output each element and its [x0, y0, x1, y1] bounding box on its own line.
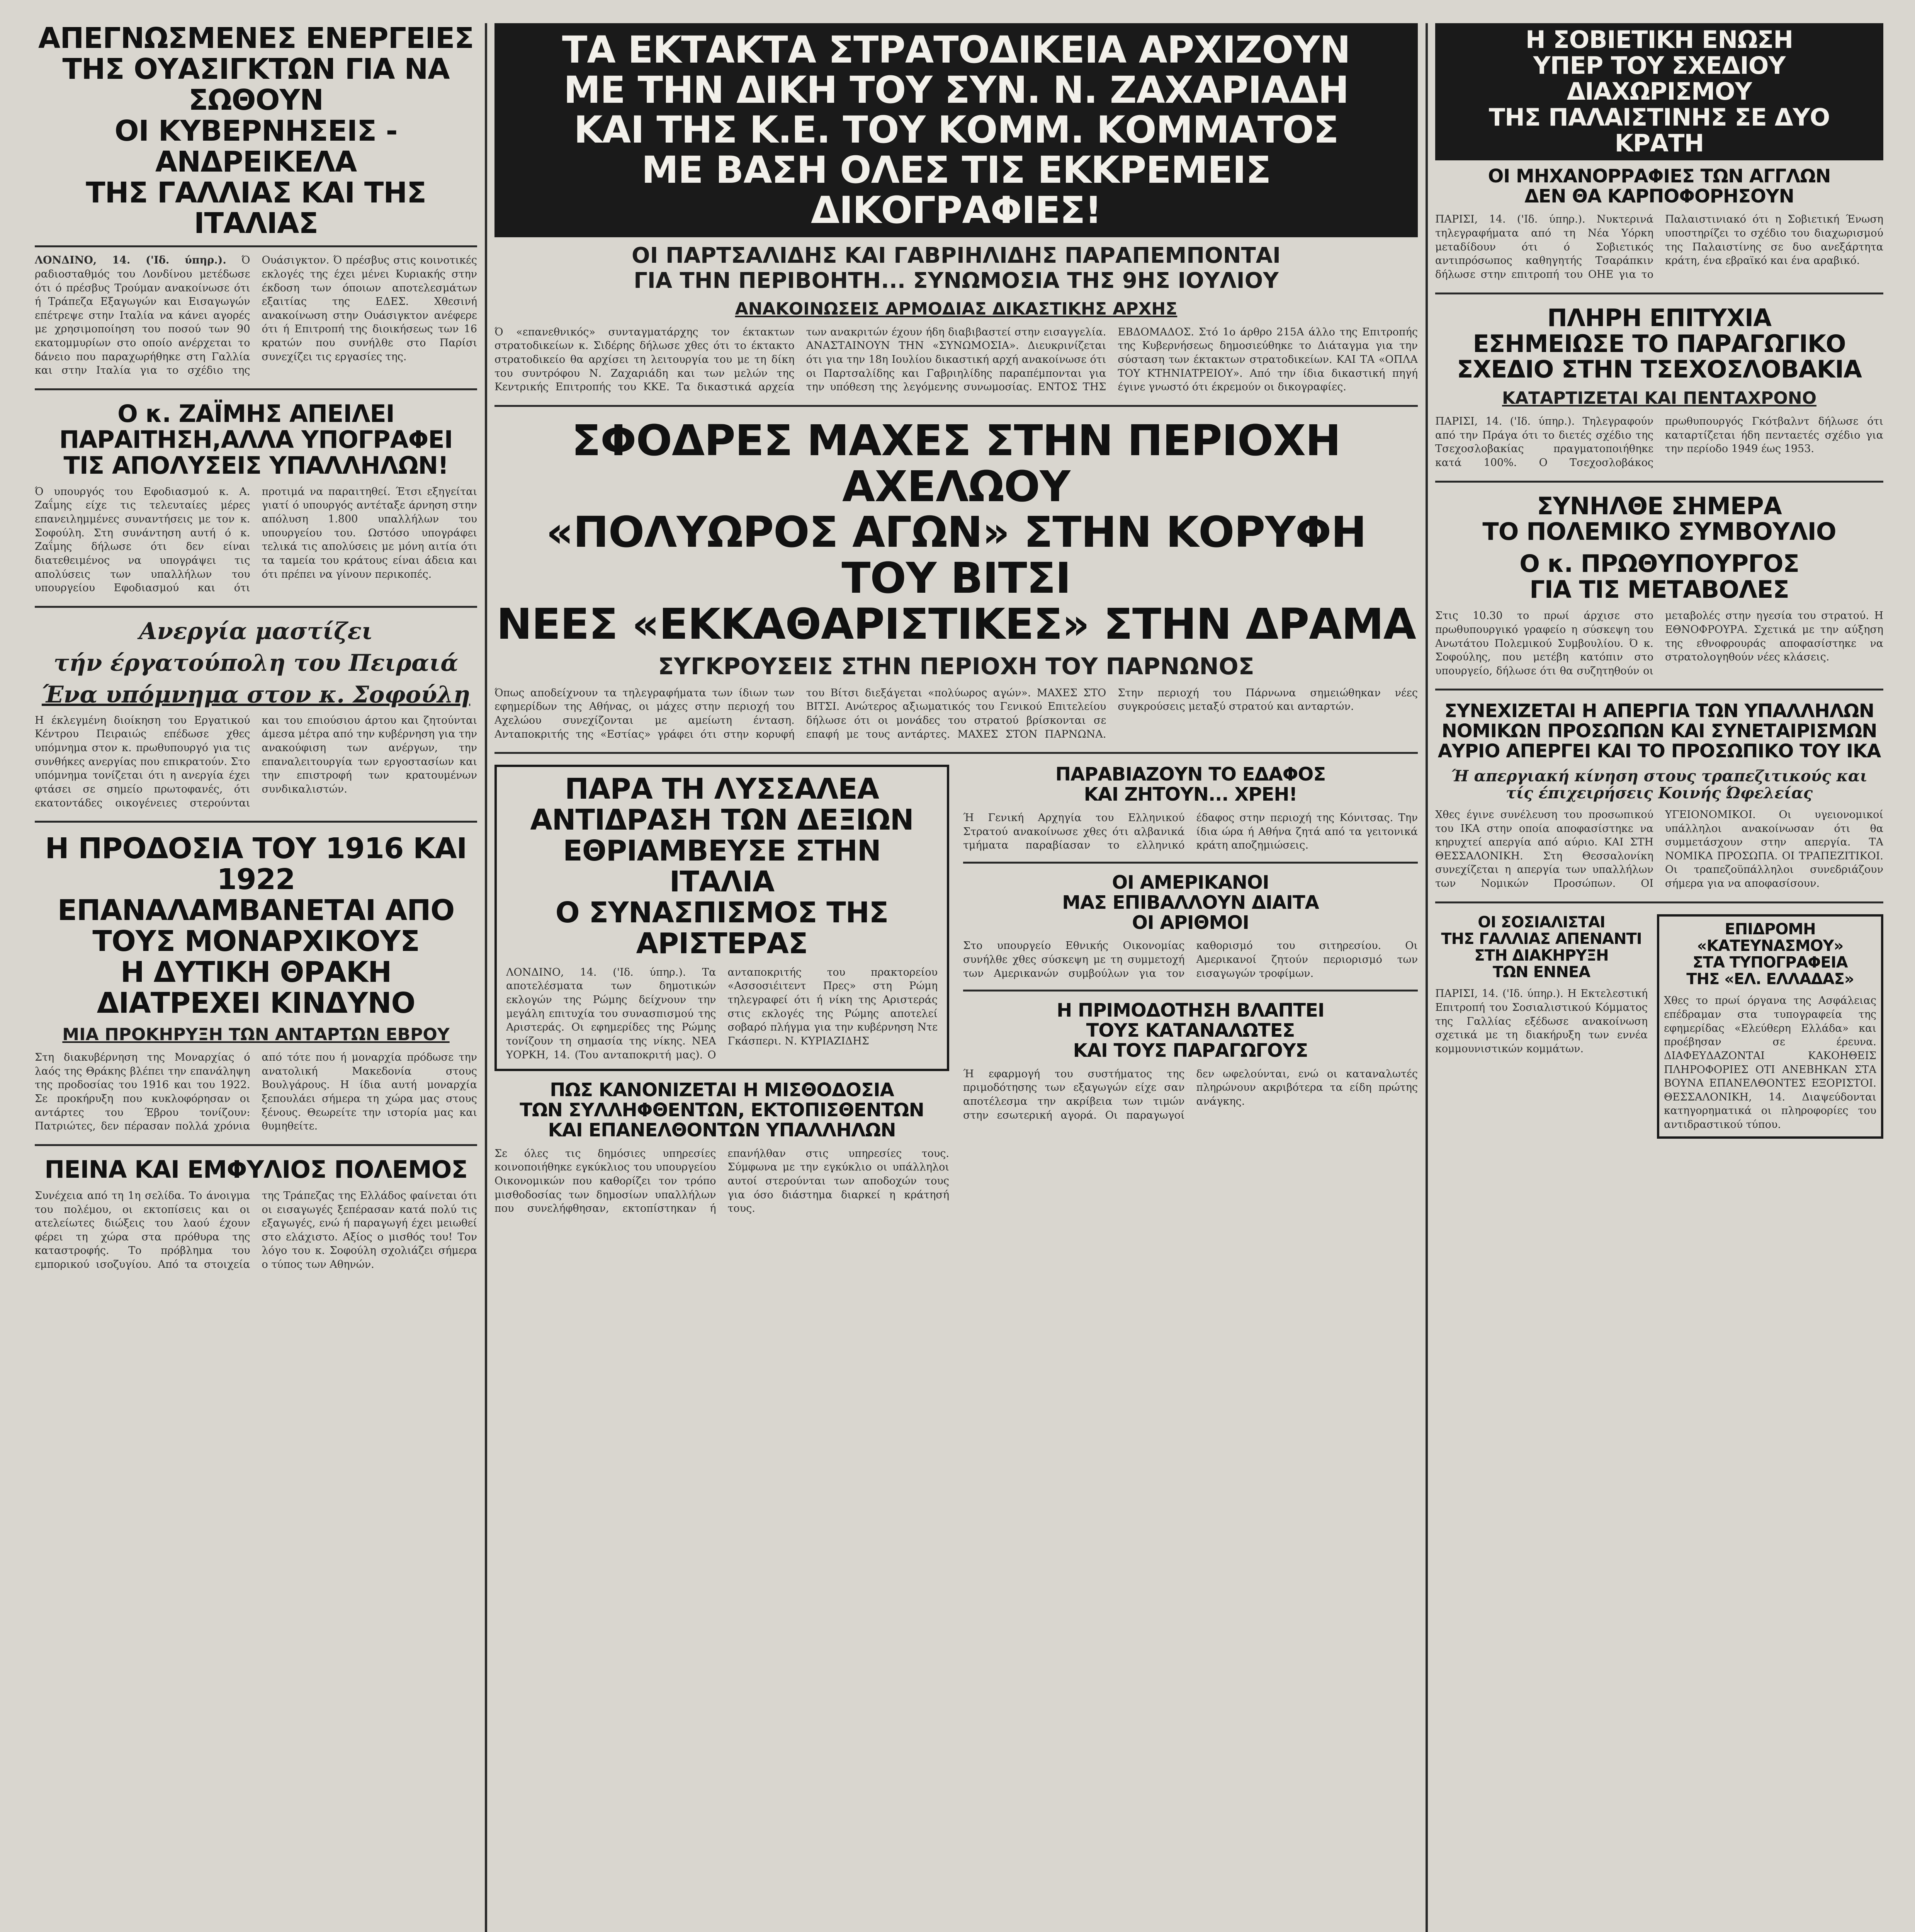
- story-thrace: [35, 833, 477, 1133]
- headline-banner: [1435, 23, 1883, 160]
- headline: ΠΑΡΑΒΙΑΖΟΥΝ ΤΟ ΕΔΑΦΟΣ ΚΑΙ ΖΗΤΟΥΝ... ΧΡΕΗ!: [1055, 764, 1326, 806]
- article-body: Συνέχεια από τη 1η σελίδα. Το άνοιγμα του πολέμου, οι εκτοπίσεις και οι ατελείωτες διώξεις του λαού έχουν φέρει τη χώρα στα πρόθυρα της καταστροφής. Το πρόβλημα του εμπορικού ισοζυγίου. Από τα στοιχεία της Τράπεζας της Ελλάδος φαίνεται ότι οι εισαγωγές ξεπέρασαν κατά πολύ τις εξαγωγές, ενώ ή παραγωγή έχει μειωθεί στο ελάχιστο. Αξίος ο μισθός του! Τον λόγο του κ. Σοφούλη σχολιάζει σήμερα ο τύπος των Αθηνών.: [35, 1189, 477, 1271]
- headline: ΟΙ ΣΟΣΙΑΛΙΣΤΑΙ ΤΗΣ ΓΑΛΛΙΑΣ ΑΠΕΝΑΝΤΙ ΣΤΗ ΔΙΑΚΗΡΥΞΗ ΤΩΝ ΕΝΝΕΑ: [1441, 913, 1642, 981]
- divider: [494, 405, 1418, 407]
- lower-right: [963, 765, 1418, 1215]
- article-body: Χθες το πρωί όργανα της Ασφάλειας επέδραμαν στα τυπογραφεία της εφημερίδας «Ελεύθερη Ελλάδα» και προέβησαν σε έρευνα. ΔΙΑΦΕΥΔΑΖΟΝΤΑΙ ΚΑΚΟΗΘΕΙΣ ΠΛΗΡΟΦΟΡΙΕΣ ΟΤΙ ΑΝΕΒΗΚΑΝ ΣΤΑ ΒΟΥΝΑ ΕΠΑΝΕΛΘΟΝΤΕΣ ΕΞΟΡΙΣΤΟΙ. ΘΕΣΣΑΛΟΝΙΚΗ, 14. Διαψεύδονται κατηγορηματικά οι πληροφορίες του αντιδραστικού τύπου.: [1664, 995, 1876, 1131]
- divider: [1435, 901, 1883, 903]
- article-body: ΠΑΡΙΣΙ, 14. ('Ιδ. ύπηρ.). Η Εκτελεστική Επιτροπή του Σοσιαλιστικού Κόμματος της Γαλλίας εξέδωσε ανακοίνωση σχετικά με τη διακήρυξη των εννέα κομμουνιστικών κομμάτων.: [1435, 988, 1648, 1055]
- headline: Η ΠΡΙΜΟΔΟΤΗΣΗ ΒΛΑΠΤΕΙ ΤΟΥΣ ΚΑΤΑΝΑΛΩΤΕΣ ΚΑΙ ΤΟΥΣ ΠΑΡΑΓΩΓΟΥΣ: [1057, 1000, 1324, 1061]
- story-battles: [494, 415, 1418, 741]
- divider: [35, 388, 477, 390]
- article-body: Η έκλεγμένη διοίκηση του Εργατικού Κέντρου Πειραιώς επέδωσε χθες υπόμνημα στον κ. πρωθυπουργό για τις συνθήκες ανεργίας που επικρατούν. Στο υπόμνημα τονίζεται ότι η ανεργία έχει φτάσει σε σημείο πρωτοφανές, ότι εκατοντάδες οικογένειες στερούνται και του επιούσιου άρτου και ζητούνται άμεσα μέτρα από την κυβέρνηση για την ανακούφιση των ανέργων, την επαναλειτουργία των εργοστασίων και την επιστροφή των κρατουμένων συνδικαλιστών.: [35, 714, 477, 809]
- headline: Ανεργία μαστίζει: [139, 617, 373, 645]
- headline: ΤΑ ΕΚΤΑΚΤΑ ΣΤΡΑΤΟΔΙΚΕΙΑ ΑΡΧΙΖΟΥΝ ΜΕ ΤΗΝ ΔΙΚΗ ΤΟΥ ΣΥΝ. Ν. ΖΑΧΑΡΙΑΔΗ ΚΑΙ ΤΗΣ Κ.Ε. ΤΟΥ ΚΟΜΜ. ΚΟΜΜΑΤΟΣ ΜΕ ΒΑΣΗ ΟΛΕΣ ΤΙΣ ΕΚΚΡΕΜΕΙΣ ΔΙΚΟΓΡΑΦΙΕΣ!: [562, 28, 1351, 232]
- headline: ΠΩΣ ΚΑΝΟΝΙΖΕΤΑΙ Η ΜΙΣΘΟΔΟΣΙΑ ΤΩΝ ΣΥΛΛΗΦΘΕΝΤΩΝ, ΕΚΤΟΠΙΣΘΕΝΤΩΝ ΚΑΙ ΕΠΑΝΕΛΘΟΝΤΩΝ ΥΠΑΛΛΗΛΩΝ: [520, 1079, 924, 1141]
- story-zaimis: [35, 401, 477, 595]
- headline: Ο κ. ΖΑΪΜΗΣ ΑΠΕΙΛΕΙ ΠΑΡΑΙΤΗΣΗ,ΑΛΛΑ ΥΠΟΓΡΑΦΕΙ ΤΙΣ ΑΠΟΛΥΣΕΙΣ ΥΠΑΛΛΗΛΩΝ!: [59, 399, 453, 480]
- story-hunger: [35, 1157, 477, 1272]
- headline: ΑΠΕΓΝΩΣΜΕΝΕΣ ΕΝΕΡΓΕΙΕΣ ΤΗΣ ΟΥΑΣΙΓΚΤΩΝ ΓΙΑ ΝΑ ΣΩΘΟΥΝ ΟΙ ΚΥΒΕΡΝΗΣΕΙΣ - ΑΝΔΡΕΙΚΕΛΑ ΤΗΣ ΓΑΛΛΙΑΣ ΚΑΙ ΤΗΣ ΙΤΑΛΙΑΣ: [38, 23, 474, 240]
- divider: [35, 606, 477, 608]
- column-rule: [485, 23, 487, 1932]
- headline: τήν έργατούπολη του Πειραιά: [53, 649, 459, 677]
- story-border: [963, 765, 1418, 852]
- headline: ΣΥΝΕΧΙΖΕΤΑΙ Η ΑΠΕΡΓΙΑ ΤΩΝ ΥΠΑΛΛΗΛΩΝ ΝΟΜΙΚΩΝ ΠΡΟΣΩΠΩΝ ΚΑΙ ΣΥΝΕΤΑΙΡΙΣΜΩΝ ΑΥΡΙΟ ΑΠΕΡΓΕΙ ΚΑΙ ΤΟ ΠΡΟΣΩΠΙΚΟ ΤΟΥ ΙΚΑ: [1438, 700, 1881, 762]
- story-unemployment: [35, 619, 477, 810]
- divider: [494, 752, 1418, 754]
- story-americans: [963, 873, 1418, 980]
- story-strike: [1435, 701, 1883, 890]
- article-text: Ό ραδιοσταθμός του Λονδίνου μετέδωσε ότι ό πρέσβυς Τρούμαν ανακοίνωσε ότι ή Τράπεζα Εξαγωγών και Εισαγωγών επέτρεψε στην Ιταλία να κάνει αγορές με χρησιμοποίηση του ποσού των 90 εκατομμυρίων στο οποίο ανέρχεται το δάνειο που παραχωρήθηκε στη Γαλλία και στην Ιταλία για το σχέδιο της Ουάσιγκτον. Ό πρέσβυς στις κοινοτικές εκλογές της έχει μένει Κυριακής στην έκδοση των όποιων αποτελεσμάτων εξαιτίας της ΕΔΕΣ. Χθεσινή ανακοίνωση στην Ουάσιγκτον ανέφερε ότι ή Επιτροπή της διοικήσεως των 16 κρατών που συνήλθε στο Παρίσι συνεχίζει τις εργασίες της.: [35, 254, 477, 377]
- subheadline: ΟΙ ΜΗΧΑΝΟΡΡΑΦΙΕΣ ΤΩΝ ΑΓΓΛΩΝ ΔΕΝ ΘΑ ΚΑΡΠΟΦΟΡΗΣΟΥΝ: [1488, 165, 1831, 207]
- subheadline: Ο κ. ΠΡΩΘΥΠΟΥΡΓΟΣ ΓΙΑ ΤΙΣ ΜΕΤΑΒΟΛΕΣ: [1519, 549, 1799, 604]
- story-washington: [35, 23, 477, 378]
- divider: [35, 245, 477, 247]
- story-subsidy: [963, 1001, 1418, 1122]
- article-body: Ό «επανεθνικός» συνταγματάρχης τον έκτακτων στρατοδικείων κ. Σιδέρης δήλωσε χθες ότι το έκτακτο στρατοδικείο θα αρχίσει τη λειτουργία του με τη δίκη του συντρόφου Ν. Ζαχαριάδη και των μελών της Κεντρικής Επιτροπής του ΚΚΕ. Τα δικαστικά αρχεία των ανακριτών έχουν ήδη διαβιβαστεί στην εισαγγελία. ΑΝΑΣΤΑΙΝΟΥΝ ΤΗΝ «ΣΥΝΩΜΟΣΙΑ». Διευκρινίζεται ότι για την 18η Ιουλίου δικαστική αρχή ανακοίνωσε ότι οι Παρτσαλίδης και Γαβριηλίδης παραπέμπονται για την υπόθεση της λεγόμενης συνωμοσίας. ΕΝΤΟΣ ΤΗΣ ΕΒΔΟΜΑΔΟΣ. Στό 1ο άρθρο 215Α άλλο της Επιτροπής της Κυβερνήσεως δημοσιεύθηκε το Διάταγμα για την σύσταση των έκτακτων στρατοδικείων. ΚΑΙ ΤΑ «ΟΠΛΑ ΤΟΥ ΚΤΗΝΙΑΤΡΕΙΟΥ». Από την ίδια δικαστική πηγή έγινε γνωστό ότι έκρεμούν οι δικογραφίες.: [494, 326, 1418, 393]
- divider: [1435, 293, 1883, 294]
- headline: ΠΑΡΑ ΤΗ ΛΥΣΣΑΛΕΑ ΑΝΤΙΔΡΑΣΗ ΤΩΝ ΔΕΞΙΩΝ ΕΘΡΙΑΜΒΕΥΣΕ ΣΤΗΝ ΙΤΑΛΙΑ Ο ΣΥΝΑΣΠΙΣΜΟΣ ΤΗΣ ΑΡΙΣΤΕΡΑΣ: [530, 772, 914, 960]
- headline: ΠΛΗΡΗ ΕΠΙΤΥΧΙΑ ΕΣΗΜΕΙΩΣΕ ΤΟ ΠΑΡΑΓΩΓΙΚΟ ΣΧΕΔΙΟ ΣΤΗΝ ΤΣΕΧΟΣΛΟΒΑΚΙΑ: [1457, 303, 1862, 384]
- divider: [963, 862, 1418, 864]
- lower-left: [494, 765, 949, 1215]
- story-italy: [494, 765, 949, 1071]
- right-column: [1435, 23, 1883, 1932]
- article-body: Χθες έγινε συνέλευση του προσωπικού του ΙΚΑ στην οποία αποφασίστηκε να κηρυχτεί απεργία από αύριο. ΚΑΙ ΣΤΗ ΘΕΣΣΑΛΟΝΙΚΗ. Στη Θεσσαλονίκη συνεχίζεται η απεργία των υπαλλήλων των Νομικών Προσώπων. ΟΙ ΥΓΕΙΟΝΟΜΙΚΟΙ. Οι υγειονομικοί υπάλληλοι ανακοίνωσαν ότι θα συμμετάσχουν στην απεργία. ΤΑ ΝΟΜΙΚΑ ΠΡΟΣΩΠΑ. ΟΙ ΤΡΑΠΕΖΙΤΙΚΟΙ. Οι τραπεζοϋπάλληλοι συνεδριάζουν σήμερα για να αποφασίσουν.: [1435, 808, 1883, 890]
- headline: ΣΥΝΗΛΘΕ ΣΗΜΕΡΑ ΤΟ ΠΟΛΕΜΙΚΟ ΣΥΜΒΟΥΛΙΟ: [1482, 492, 1836, 546]
- article-body: Ή εφαρμογή του συστήματος της πριμοδότησης των εξαγωγών είχε σαν αποτέλεσμα την ακρίβεια των τιμών στην εσωτερική αγορά. Οι παραγωγοί δεν ωφελούνται, ενώ οι καταναλωτές πληρώνουν ακριβότερα τα είδη πρώτης ανάγκης.: [963, 1068, 1418, 1121]
- story-raid: [1657, 914, 1883, 1139]
- lower-section: [494, 765, 1418, 1215]
- subheadline: ΟΙ ΠΑΡΤΣΑΛΙΔΗΣ ΚΑΙ ΓΑΒΡΙΗΛΙΔΗΣ ΠΑΡΑΠΕΜΠΟΝΤΑΙ ΓΙΑ ΤΗΝ ΠΕΡΙΒΟΗΤΗ... ΣΥΝΩΜΟΣΙΑ ΤΗΣ 9ΗΣ ΙΟΥΛΙΟΥ: [632, 243, 1281, 293]
- article-body: Όπως αποδείχνουν τα τηλεγραφήματα των ίδιων των εφημερίδων της Αθήνας, οι μάχες στην περιοχή του Αχελώου συνεχίζονται με αμείωτη ένταση. Ανταποκριτής της «Εστίας» γράφει ότι στην κορυφή του Βίτσι διεξάγεται «πολύωρος αγών». ΜΑΧΕΣ ΣΤΟ ΒΙΤΣΙ. Ανώτερος αξιωματικός του Γενικού Επιτελείου δήλωσε ότι οι μονάδες του στρατού βρίσκονται σε επαφή με τους αντάρτες. ΜΑΧΕΣ ΣΤΟΝ ΠΑΡΝΩΝΑ. Στην περιοχή του Πάρνωνα σημειώθηκαν νέες συγκρούσεις μεταξύ στρατού και ανταρτών.: [494, 687, 1418, 740]
- headline: ΟΙ ΑΜΕΡΙΚΑΝΟΙ ΜΑΣ ΕΠΙΒΑΛΛΟΥΝ ΔΙΑΙΤΑ ΟΙ ΑΡΙΘΜΟΙ: [1062, 871, 1319, 934]
- headline: ΣΦΟΔΡΕΣ ΜΑΧΕΣ ΣΤΗΝ ΠΕΡΙΟΧΗ ΑΧΕΛΩΟΥ «ΠΟΛΥΩΡΟΣ ΑΓΩΝ» ΣΤΗΝ ΚΟΡΥΦΗ ΤΟΥ ΒΙΤΣΙ ΝΕΕΣ «ΕΚΚΑΘΑΡΙΣΤΙΚΕΣ» ΣΤΗΝ ΔΡΑΜΑ: [496, 415, 1416, 649]
- lead-banner: [494, 23, 1418, 237]
- headline: ΠΕΙΝΑ ΚΑΙ ΕΜΦΥΛΙΟΣ ΠΟΛΕΜΟΣ: [44, 1155, 467, 1184]
- center-column: [494, 23, 1418, 1932]
- headline: Η ΣΟΒΙΕΤΙΚΗ ΕΝΩΣΗ ΥΠΕΡ ΤΟΥ ΣΧΕΔΙΟΥ ΔΙΑΧΩΡΙΣΜΟΥ ΤΗΣ ΠΑΛΑΙΣΤΙΝΗΣ ΣΕ ΔΥΟ ΚΡΑΤΗ: [1489, 26, 1830, 157]
- divider: [1435, 481, 1883, 483]
- subheadline: Ή απεργιακή κίνηση στους τραπεζιτικούς και τίς έπιχειρήσεις Κοινής Ώφελείας: [1451, 767, 1867, 802]
- left-column: [35, 23, 477, 1932]
- article-body: Στη διακυβέρνηση της Μοναρχίας ό λαός της Θράκης βλέπει την επανάληψη της προδοσίας του 1916 και του 1922. Σε προκήρυξη που κυκλοφόρησαν οι αντάρτες του Έβρου τονίζουν: Πατριώτες, δεν πέρασαν πολλά χρόνια από τότε που ή μοναρχία πρόδωσε την ανατολική Μακεδονία στους Βουλγάρους. Η ίδια αυτή μοναρχία ξεπουλάει σήμερα τη χώρα μας στους ξένους. Θεωρείτε την ιστορία μας και θυμηθείτε.: [35, 1051, 477, 1133]
- bottom-pair: [1435, 914, 1883, 1139]
- article-body: [35, 253, 477, 378]
- subheadline: ΜΙΑ ΠΡΟΚΗΡΥΞΗ ΤΩΝ ΑΝΤΑΡΤΩΝ ΕΒΡΟΥ: [62, 1024, 450, 1044]
- article-body: Σε όλες τις δημόσιες υπηρεσίες κοινοποιήθηκε εγκύκλιος του υπουργείου Οικονομικών που καθορίζει τον τρόπο μισθοδοσίας των δημοσίων υπαλλήλων που συνελήφθησαν, εκτοπίστηκαν ή επανήλθαν στις υπηρεσίες τους. Σύμφωνα με την εγκύκλιο οι υπάλληλοι αυτοί στερούνται των αποδοχών τους για όσο διάστημα διαρκεί η κράτησή τους.: [494, 1147, 949, 1215]
- story-soviet-palestine: [1435, 23, 1883, 282]
- column-rule: [1426, 23, 1428, 1932]
- article-body: Ό υπουργός του Εφοδιασμού κ. Α. Ζαΐμης είχε τις τελευταίες μέρες επανειλημμένες συναντήσεις με τον κ. Σοφούλη. Στη συνάντηση αυτή ό κ. Ζαΐμης δήλωσε ότι δεν είναι διατεθειμένος να υπογράψει τις απολύσεις των υπαλλήλων του υπουργείου Εφοδιασμού και ότι προτιμά να παραιτηθεί. Έτσι εξηγείται γιατί ό υπουργός αντέταξε άρνηση στην απόλυση 1.800 υπαλλήλων του υπουργείου του. Ωστόσο υπογράφει τελικά τις απολύσεις με μόνη αιτία ότι τα ταμεία του κράτους είναι άδεια και ότι πρέπει να γίνουν περικοπές.: [35, 485, 477, 594]
- headline: Η ΠΡΟΔΟΣΙΑ ΤΟΥ 1916 ΚΑΙ 1922 ΕΠΑΝΑΛΑΜΒΑΝΕΤΑΙ ΑΠΟ ΤΟΥΣ ΜΟΝΑΡΧΙΚΟΥΣ Η ΔΥΤΙΚΗ ΘΡΑΚΗ ΔΙΑΤΡΕΧΕΙ ΚΙΝΔΥΝΟ: [45, 832, 467, 1020]
- divider: [35, 1144, 477, 1146]
- article-body: Στις 10.30 το πρωί άρχισε στο πρωθυπουργικό γραφείο η σύσκεψη του Ανωτάτου Πολεμικού Συμβουλίου. Ό κ. Σοφούλης, που μετέβη κατόπιν στο υπουργείο, δήλωσε ότι θα συζητηθούν οι μεταβολές στην ηγεσία του στρατού. Η ΕΘΝΟΦΡΟΥΡΑ. Σχετικά με την αύξηση της εθνοφρουράς αποφασίστηκε να στρατολογηθούν νέες κλάσεις.: [1435, 610, 1883, 677]
- divider: [1435, 689, 1883, 690]
- subheadline: ΑΝΑΚΟΙΝΩΣΕΙΣ ΑΡΜΟΔΙΑΣ ΔΙΚΑΣΤΙΚΗΣ ΑΡΧΗΣ: [735, 299, 1178, 319]
- story-court-martial: [494, 23, 1418, 394]
- dateline: ΛΟΝΔΙΝΟ, 14. ('Ιδ. ύπηρ.).: [35, 254, 226, 267]
- article-body: ΠΑΡΙΣΙ, 14. ('Ιδ. ύπηρ.). Νυκτερινά τηλεγραφήματα από τη Νέα Υόρκη μεταδίδουν ότι ό Σοβιετικός αντιπρόσωπος καθηγητής Τσαράπκιν δήλωσε στην επιτροπή του ΟΗΕ για το Παλαιστινιακό ότι η Σοβιετική Ένωση υποστηρίζει το σχέδιο του διαχωρισμού της Παλαιστίνης σε δυο ανεξάρτητα κράτη, ένα εβραϊκό και ένα αραβικό.: [1435, 213, 1883, 281]
- subheadline: ΣΥΓΚΡΟΥΣΕΙΣ ΣΤΗΝ ΠΕΡΙΟΧΗ ΤΟΥ ΠΑΡΝΩΝΟΣ: [658, 653, 1254, 680]
- article-body: ΠΑΡΙΣΙ, 14. ('Ιδ. ύπηρ.). Τηλεγραφούν από την Πράγα ότι το διετές σχέδιο της Τσεχοσλοβακίας πραγματοποιήθηκε κατά 100%. Ο Τσεχοσλοβάκος πρωθυπουργός Γκότβαλντ δήλωσε ότι καταρτίζεται ήδη πενταετές σχέδιο για την περίοδο 1949 έως 1953.: [1435, 415, 1883, 469]
- divider: [35, 821, 477, 823]
- story-payroll: [494, 1080, 949, 1216]
- headline: ΕΠΙΔΡΟΜΗ «ΚΑΤΕΥΝΑΣΜΟΥ» ΣΤΑ ΤΥΠΟΓΡΑΦΕΙΑ ΤΗΣ «ΕΛ. ΕΛΛΑΔΑΣ»: [1686, 920, 1854, 988]
- story-socialists: [1435, 914, 1648, 1139]
- divider: [963, 990, 1418, 992]
- article-body: ΛΟΝΔΙΝΟ, 14. ('Ιδ. ύπηρ.). Τα αποτελέσματα των δημοτικών εκλογών της Ρώμης δείχνουν την μεγάλη επιτυχία του συνασπισμού της Αριστεράς. Οι εφημερίδες της Ρώμης τονίζουν τη σημασία της νίκης. ΝΕΑ ΥΟΡΚΗ, 14. (Του ανταποκριτή μας). Ο ανταποκριτής του πρακτορείου «Ασσοσιέιτεντ Πρες» στη Ρώμη τηλεγραφεί ότι ή νίκη της Αριστεράς στις εκλογές της Ρώμης αποτελεί σοβαρό πλήγμα για την κυβέρνηση Ντε Γκάσπερι. Ν. ΚΥΡΙΑΖΙΔΗΣ: [506, 966, 938, 1061]
- story-war-council: [1435, 493, 1883, 678]
- headline: Ένα υπόμνημα στον κ. Σοφούλη: [41, 681, 471, 708]
- story-czechoslovakia: [1435, 305, 1883, 470]
- article-body: Στο υπουργείο Εθνικής Οικονομίας συνήλθε χθες σύσκεψη με τη συμμετοχή των Αμερικανών συμβούλων για τον καθορισμό του σιτηρεσίου. Οι Αμερικανοί ζητούν περιορισμό των εισαγωγών τροφίμων.: [963, 940, 1418, 980]
- article-body: Ή Γενική Αρχηγία του Ελληνικού Στρατού ανακοίνωσε χθες ότι αλβανικά τμήματα παραβίασαν το ελληνικό έδαφος στην περιοχή της Κόνιτσας. Την ίδια ώρα ή Αθήνα ζητά από τα γειτονικά κράτη αποζημιώσεις.: [963, 812, 1418, 852]
- subheadline: ΚΑΤΑΡΤΙΖΕΤΑΙ ΚΑΙ ΠΕΝΤΑΧΡΟΝΟ: [1502, 388, 1816, 408]
